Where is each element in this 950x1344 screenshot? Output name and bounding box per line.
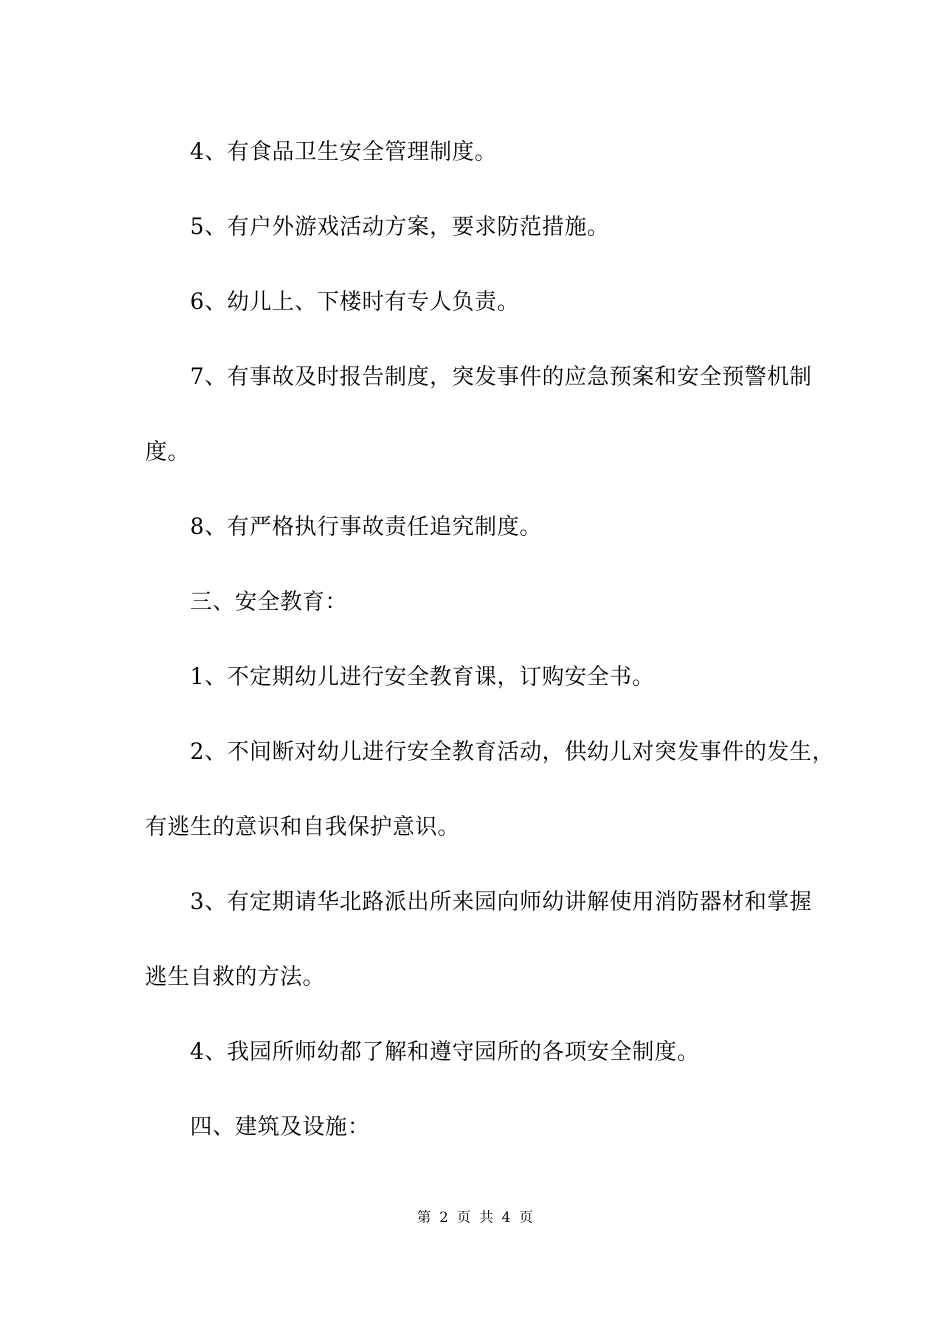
paragraph-line: 6、幼儿上、下楼时有专人负责。 bbox=[190, 290, 520, 315]
page-footer bbox=[0, 1208, 950, 1228]
paragraph-line: 4、我园所师幼都了解和遵守园所的各项安全制度。 bbox=[190, 1040, 700, 1065]
paragraph-line: 5、有户外游戏活动方案，要求防范措施。 bbox=[190, 215, 610, 240]
footer-current-page: 2 bbox=[439, 1210, 449, 1226]
footer-prefix: 第 bbox=[416, 1210, 431, 1226]
section-heading: 三、安全教育： bbox=[190, 590, 348, 615]
footer-page-word: 页 bbox=[456, 1210, 471, 1226]
paragraph-line: 度。 bbox=[145, 440, 191, 465]
footer-total-prefix: 共 bbox=[479, 1210, 494, 1226]
paragraph-line: 1、不定期幼儿进行安全教育课，订购安全书。 bbox=[190, 665, 655, 690]
footer-total-pages: 4 bbox=[501, 1210, 511, 1226]
paragraph-line: 逃生自救的方法。 bbox=[145, 965, 326, 990]
paragraph-line: 4、有食品卫生安全管理制度。 bbox=[190, 140, 497, 165]
paragraph-line: 3、有定期请华北路派出所来园向师幼讲解使用消防器材和掌握 bbox=[190, 890, 812, 915]
paragraph-line: 2、不间断对幼儿进行安全教育活动，供幼儿对突发事件的发生， bbox=[190, 740, 835, 765]
section-heading: 四、建筑及设施： bbox=[190, 1115, 371, 1140]
footer-suffix: 页 bbox=[519, 1210, 534, 1226]
paragraph-line: 8、有严格执行事故责任追究制度。 bbox=[190, 515, 542, 540]
paragraph-line: 7、有事故及时报告制度，突发事件的应急预案和安全预警机制 bbox=[190, 365, 812, 390]
paragraph-line: 有逃生的意识和自我保护意识。 bbox=[145, 815, 461, 840]
